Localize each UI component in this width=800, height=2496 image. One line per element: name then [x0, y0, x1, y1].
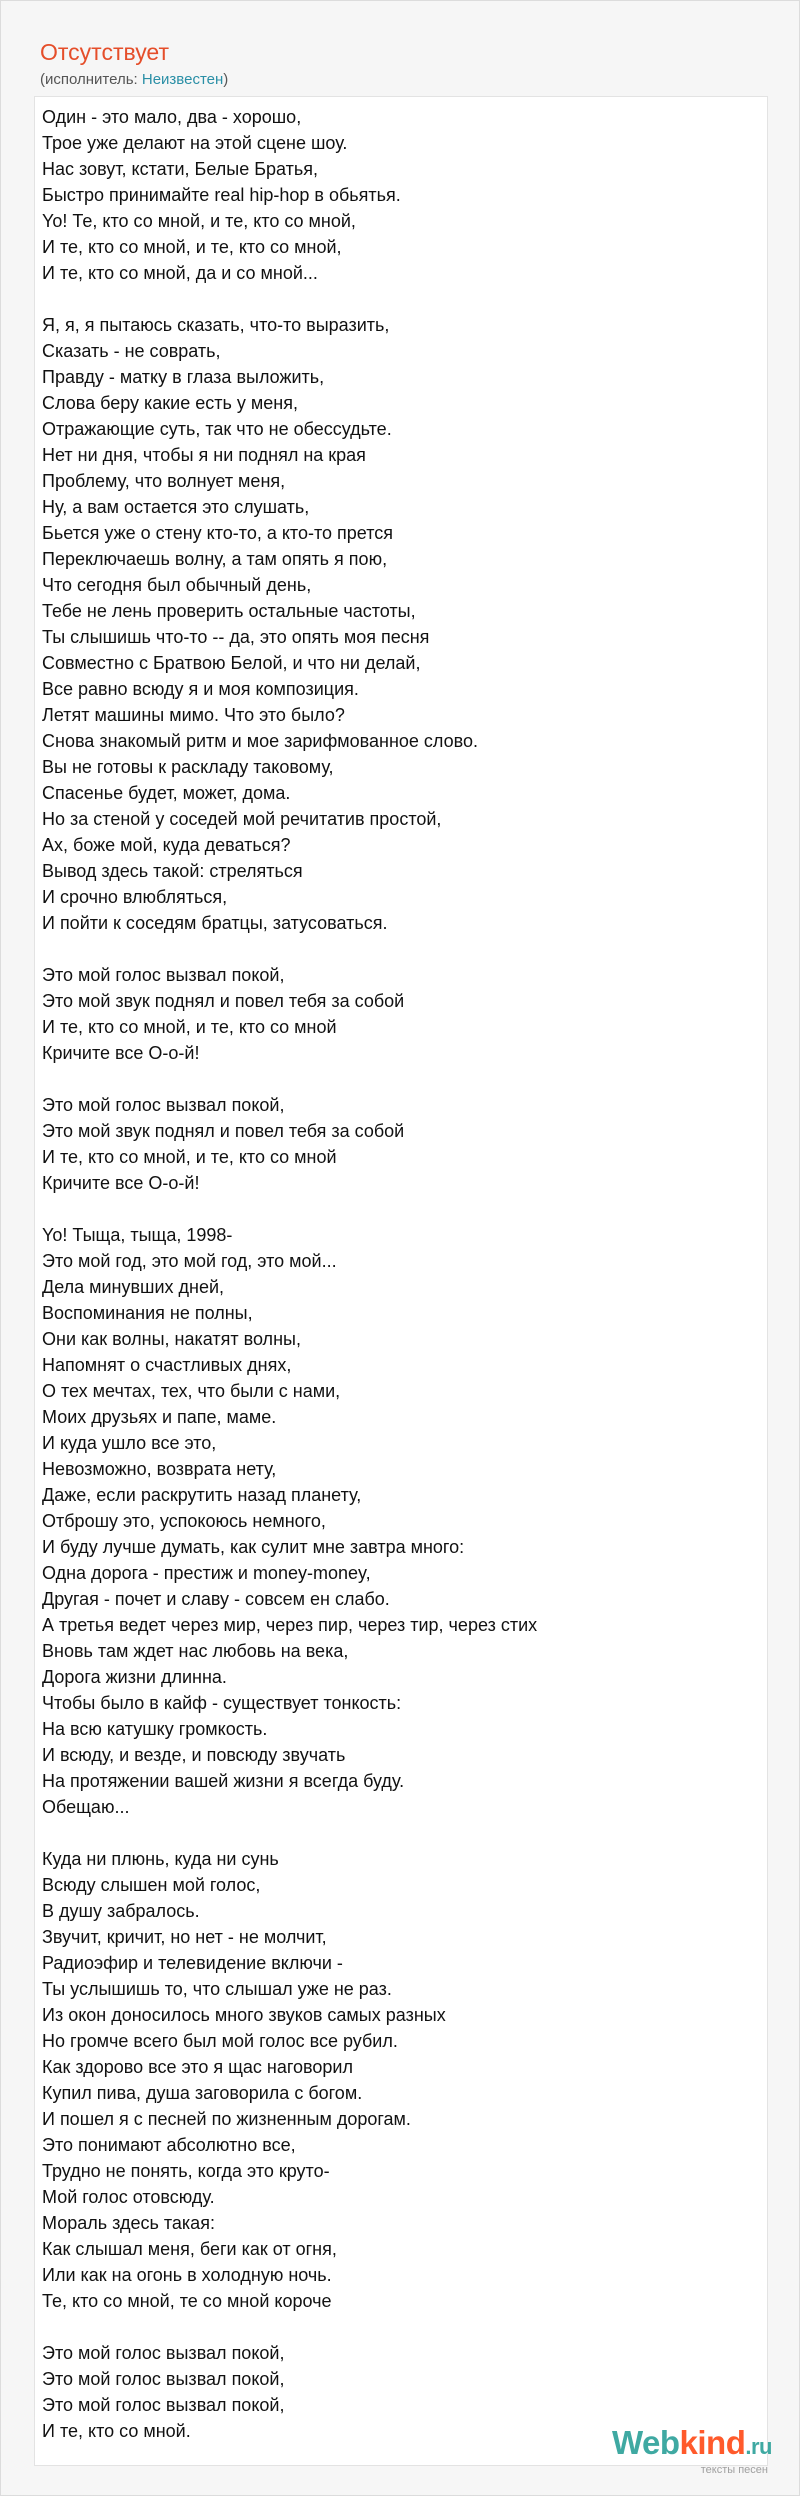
lyrics-line: Бьется уже о стену кто-то, а кто-то прется	[42, 523, 393, 543]
lyrics-line: Одна дорога - престиж и money-money,	[42, 1563, 371, 1583]
lyrics-line: Вывод здесь такой: стреляться	[42, 861, 303, 881]
lyrics-line: Сказать - не соврать,	[42, 341, 221, 361]
lyrics-line: И пойти к соседям братцы, затусоваться.	[42, 913, 388, 933]
page-title: Отсутствует	[40, 39, 169, 65]
lyrics-line: И те, кто со мной, и те, кто со мной	[42, 1147, 337, 1167]
lyrics-line: Проблему, что волнует меня,	[42, 471, 286, 491]
lyrics-line: Как здорово все это я щас наговорил	[42, 2057, 353, 2077]
lyrics-line: Трое уже делают на этой сцене шоу.	[42, 133, 348, 153]
lyrics-line: И куда ушло все это,	[42, 1433, 217, 1453]
lyrics-line: Другая - почет и славу - совсем ен слабо.	[42, 1589, 390, 1609]
artist-prefix: (исполнитель:	[40, 71, 142, 88]
lyrics-line: Быстро принимайте real hip-hop в обьятья.	[42, 185, 401, 205]
lyrics-line: Из окон доносилось много звуков самых разных	[42, 2005, 446, 2025]
lyrics-text	[42, 104, 742, 2444]
lyrics-line: Всюду слышен мой голос,	[42, 1875, 261, 1895]
lyrics-line: Но за стеной у соседей мой речитатив простой,	[42, 809, 442, 829]
lyrics-line: Слова беру какие есть у меня,	[42, 393, 298, 413]
lyrics-line: Даже, если раскрутить назад планету,	[42, 1485, 362, 1505]
lyrics-line: Воспоминания не полны,	[42, 1303, 253, 1323]
lyrics-line: И буду лучше думать, как сулит мне завтра много:	[42, 1537, 465, 1557]
lyrics-line: Но громче всего был мой голос все рубил.	[42, 2031, 398, 2051]
lyrics-line: Или как на огонь в холодную ночь.	[42, 2265, 332, 2285]
lyrics-line: Звучит, кричит, но нет - не молчит,	[42, 1927, 327, 1947]
lyrics-line: Я, я, я пытаюсь сказать, что-то выразить,	[42, 315, 390, 335]
lyrics-line: Снова знакомый ритм и мое зарифмованное слово.	[42, 731, 479, 751]
lyrics-line: Радиоэфир и телевидение включи -	[42, 1953, 343, 1973]
lyrics-line: Отброшу это, успокоюсь немного,	[42, 1511, 326, 1531]
lyrics-line: Кричите все О-о-й!	[42, 1173, 200, 1193]
lyrics-line: Отражающие суть, так что не обессудьте.	[42, 419, 392, 439]
lyrics-line: Переключаешь волну, а там опять я пою,	[42, 549, 388, 569]
lyrics-line: Ты слышишь что-то -- да, это опять моя песня	[42, 627, 430, 647]
lyrics-line: Ах, боже мой, куда деваться?	[42, 835, 291, 855]
lyrics-line: Правду - матку в глаза выложить,	[42, 367, 325, 387]
lyrics-line: Это мой голос вызвал покой,	[42, 2343, 285, 2363]
lyrics-line: Ну, а вам остается это слушать,	[42, 497, 310, 517]
logo-wordmark	[612, 2426, 772, 2464]
lyrics-line: На всю катушку громкость.	[42, 1719, 268, 1739]
lyrics-line: Спасенье будет, может, дома.	[42, 783, 291, 803]
lyrics-line: Дорога жизни длинна.	[42, 1667, 227, 1687]
lyrics-line: И срочно влюбляться,	[42, 887, 228, 907]
lyrics-line: Мой голос отовсюду.	[42, 2187, 215, 2207]
lyrics-line: Как слышал меня, беги как от огня,	[42, 2239, 337, 2259]
lyrics-line: Yo! Тыща, тыща, 1998-	[42, 1225, 233, 1245]
lyrics-line: Это мой голос вызвал покой,	[42, 2369, 285, 2389]
lyrics-line: Нет ни дня, чтобы я ни поднял на края	[42, 445, 366, 465]
lyrics-line: Чтобы было в кайф - существует тонкость:	[42, 1693, 402, 1713]
logo-part-ru: .ru	[745, 2434, 772, 2459]
lyrics-stanza	[42, 104, 742, 286]
lyrics-line: Это мой голос вызвал покой,	[42, 2395, 285, 2415]
lyrics-line: Они как волны, накатят волны,	[42, 1329, 301, 1349]
lyrics-line: Это мой голос вызвал покой,	[42, 965, 285, 985]
lyrics-line: Невозможно, возврата нету,	[42, 1459, 277, 1479]
lyrics-line: Кричите все О-о-й!	[42, 1043, 200, 1063]
lyrics-line: Ты услышишь то, что слышал уже не раз.	[42, 1979, 392, 1999]
lyrics-stanza	[42, 312, 742, 936]
lyrics-line: Моих друзьях и папе, маме.	[42, 1407, 277, 1427]
lyrics-line: И всюду, и везде, и повсюду звучать	[42, 1745, 346, 1765]
lyrics-line: Совместно с Братвою Белой, и что ни делай,	[42, 653, 421, 673]
lyrics-line: Это мой год, это мой год, это мой...	[42, 1251, 337, 1271]
lyrics-line: И те, кто со мной, и те, кто со мной,	[42, 237, 342, 257]
logo-tagline: тексты песен	[700, 2464, 768, 2476]
lyrics-line: Те, кто со мной, те со мной короче	[42, 2291, 332, 2311]
lyrics-line: Это понимают абсолютно все,	[42, 2135, 296, 2155]
lyrics-line: И те, кто со мной, и те, кто со мной	[42, 1017, 337, 1037]
site-logo[interactable]	[612, 2426, 772, 2476]
lyrics-line: А третья ведет через мир, через пир, через тир, через стих	[42, 1615, 538, 1635]
lyrics-line: И пошел я с песней по жизненным дорогам.	[42, 2109, 411, 2129]
lyrics-line: Yo! Те, кто со мной, и те, кто со мной,	[42, 211, 356, 231]
lyrics-line: Трудно не понять, когда это круто-	[42, 2161, 330, 2181]
logo-part-web: Web	[611, 2424, 680, 2461]
lyrics-line: Напомнят о счастливых днях,	[42, 1355, 292, 1375]
lyrics-stanza	[42, 1222, 742, 1820]
lyrics-line: Это мой звук поднял и повел тебя за собой	[42, 991, 405, 1011]
artist-line	[40, 70, 228, 90]
lyrics-line: Тебе не лень проверить остальные частоты,	[42, 601, 416, 621]
lyrics-line: О тех мечтах, тех, что были с нами,	[42, 1381, 341, 1401]
lyrics-line: Купил пива, душа заговорила с богом.	[42, 2083, 363, 2103]
lyrics-line: И те, кто со мной, да и со мной...	[42, 263, 318, 283]
lyrics-line: Все равно всюду я и моя композиция.	[42, 679, 359, 699]
artist-suffix: )	[223, 71, 229, 88]
lyrics-line: Это мой голос вызвал покой,	[42, 1095, 285, 1115]
lyrics-line: Летят машины мимо. Что это было?	[42, 705, 345, 725]
logo-part-kind: kind	[679, 2424, 746, 2461]
lyrics-line: Куда ни плюнь, куда ни сунь	[42, 1849, 279, 1869]
lyrics-stanza	[42, 1846, 742, 2314]
lyrics-stanza	[42, 1092, 742, 1196]
lyrics-line: Вновь там ждет нас любовь на века,	[42, 1641, 349, 1661]
lyrics-line: Один - это мало, два - хорошо,	[42, 107, 302, 127]
lyrics-stanza	[42, 962, 742, 1066]
lyrics-line: Нас зовут, кстати, Белые Братья,	[42, 159, 319, 179]
lyrics-line: Что сегодня был обычный день,	[42, 575, 312, 595]
lyrics-line: На протяжении вашей жизни я всегда буду.	[42, 1771, 405, 1791]
lyrics-line: Обещаю...	[42, 1797, 130, 1817]
artist-link[interactable]: Неизвестен	[141, 71, 224, 88]
lyrics-line: И те, кто со мной.	[42, 2421, 191, 2441]
lyrics-line: Дела минувших дней,	[42, 1277, 225, 1297]
lyrics-line: Это мой звук поднял и повел тебя за собой	[42, 1121, 405, 1141]
lyrics-line: Мораль здесь такая:	[42, 2213, 215, 2233]
lyrics-line: Вы не готовы к раскладу таковому,	[42, 757, 334, 777]
lyrics-line: В душу забралось.	[42, 1901, 200, 1921]
